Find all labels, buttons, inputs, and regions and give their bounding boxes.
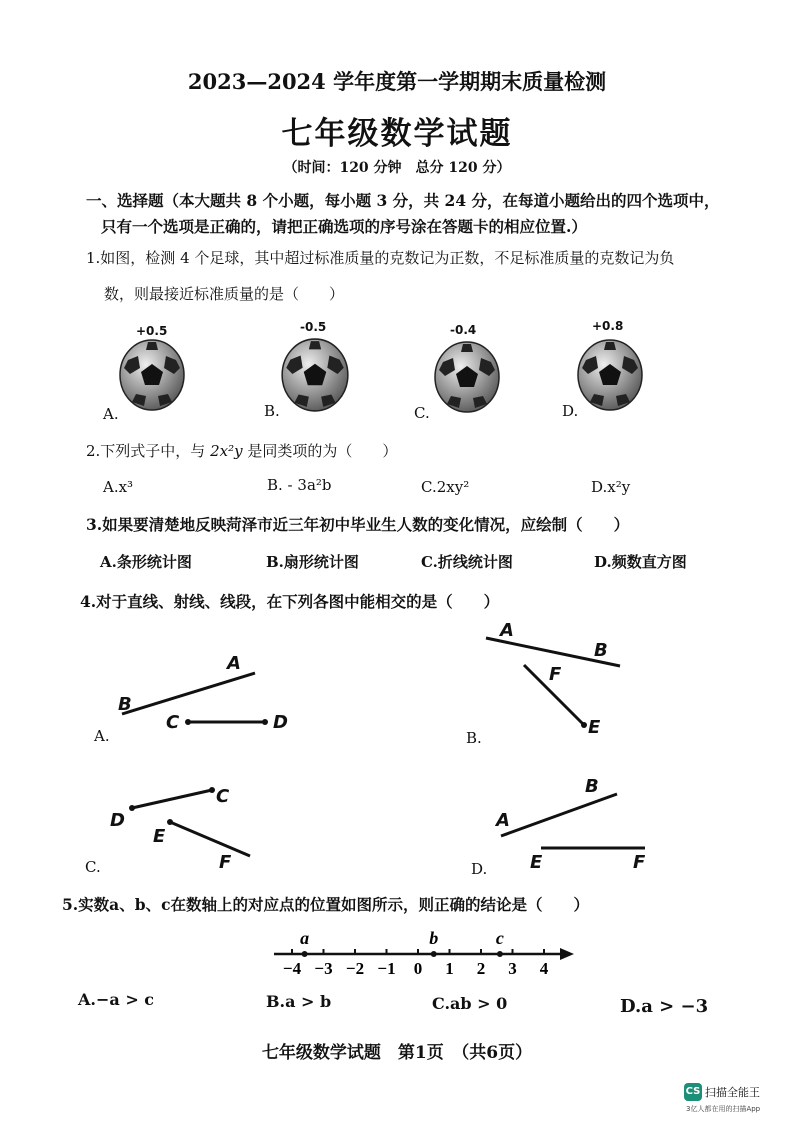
exam-title: 2023—2024 学年度第一学期期末质量检测: [187, 69, 607, 94]
scanner-brand: [684, 1081, 760, 1101]
q3-option-a[interactable]: A.条形统计图: [100, 553, 192, 571]
q4-figure-c: [120, 780, 270, 870]
number-line-point-label-b: b: [429, 928, 439, 948]
number-line-tick-label: −1: [377, 959, 396, 978]
ball-d-value: +0.8: [592, 319, 624, 333]
number-line-tick-label: 1: [445, 959, 454, 978]
number-line: [270, 924, 580, 984]
brand-name: 扫描全能王: [705, 1085, 760, 1099]
fig-d-label-e: E: [530, 852, 543, 873]
number-line-tick-label: 0: [413, 959, 423, 978]
exam-duration-score: （时间：120 分钟 总分 120 分）: [283, 160, 511, 176]
question-2: [86, 440, 397, 461]
question-1-line-2: 数，则最接近标准质量的是（ ）: [104, 285, 345, 303]
question-3: 3.如果要清楚地反映菏泽市近三年初中毕业生人数的变化情况，应绘制（ ）: [86, 515, 630, 534]
question-2-pre: 2.下列式子中，与: [86, 442, 211, 460]
number-line-point-b: [431, 951, 437, 957]
point-d: [129, 805, 135, 811]
fig-b-label-e: E: [588, 717, 601, 738]
q3-option-d[interactable]: D.频数直方图: [594, 553, 687, 571]
q3-option-c[interactable]: C.折线统计图: [421, 553, 513, 571]
section-line-1: 一、选择题（本大题共 8 个小题，每小题 3 分，共 24 分，在每道小题给出的四个选项中，: [86, 191, 720, 210]
number-line-tick-label: −3: [314, 959, 333, 978]
q2-option-d[interactable]: D.x²y: [591, 478, 631, 496]
fig-d-label-f: F: [633, 852, 646, 873]
fig-a-label-b: B: [118, 694, 132, 715]
soccer-ball-c-icon: [432, 340, 502, 414]
number-line-tick-label: −4: [282, 959, 302, 978]
q4-option-c[interactable]: C.: [85, 858, 101, 876]
fig-b-label-f: F: [549, 664, 562, 685]
ball-b-value: -0.5: [300, 320, 327, 334]
fig-b-label-b: B: [594, 640, 608, 661]
number-line-point-c: [497, 951, 503, 957]
question-2-post: 是同类项的为（ ）: [242, 442, 398, 460]
q5-option-c[interactable]: C.ab > 0: [432, 994, 508, 1013]
fig-d-label-a: A: [496, 810, 510, 831]
q5-option-a[interactable]: A.−a > c: [78, 990, 155, 1009]
q3-option-b[interactable]: B.扇形统计图: [266, 553, 359, 571]
fig-a-label-c: C: [166, 712, 180, 733]
ball-a-value: +0.5: [136, 324, 168, 338]
point-d: [262, 719, 268, 725]
section-line-2: 只有一个选项是正确的，请把正确选项的序号涂在答题卡的相应位置.）: [101, 217, 587, 236]
fig-d-label-b: B: [585, 776, 599, 797]
number-line-arrow: [560, 948, 574, 960]
number-line-tick-label: 2: [476, 959, 486, 978]
number-line-point-label-a: a: [300, 928, 310, 948]
fig-a-label-a: A: [227, 653, 241, 674]
q1-option-a[interactable]: A.: [103, 405, 119, 423]
fig-c-label-c: C: [216, 786, 230, 807]
point-c: [185, 719, 191, 725]
question-5: 5.实数a、b、c在数轴上的对应点的位置如图所示，则正确的结论是（ ）: [62, 895, 590, 914]
number-line-tick-label: 3: [508, 959, 517, 978]
fig-c-label-d: D: [110, 810, 125, 831]
fig-a-label-d: D: [273, 712, 288, 733]
q4-option-b[interactable]: B.: [466, 729, 482, 747]
exam-subject-title: 七年级数学试题: [281, 116, 513, 152]
fig-c-label-e: E: [153, 826, 166, 847]
q1-option-c[interactable]: C.: [414, 404, 430, 422]
fig-c-label-f: F: [219, 852, 232, 873]
q4-option-a[interactable]: A.: [94, 727, 110, 745]
q5-option-b[interactable]: B.a > b: [266, 992, 332, 1011]
number-line-point-label-c: c: [495, 928, 504, 948]
point-e: [167, 819, 173, 825]
brand-tagline: 3亿人都在用的扫描App: [686, 1105, 761, 1113]
q4-option-d[interactable]: D.: [471, 860, 488, 878]
number-line-tick-label: −2: [345, 959, 365, 978]
number-line-tick-label: 4: [539, 959, 549, 978]
question-2-expression: 2x²y: [210, 442, 243, 460]
q2-option-c[interactable]: C.2xy²: [421, 478, 470, 496]
number-line-point-a: [302, 951, 308, 957]
page-footer: 七年级数学试题 第1页 （共6页）: [261, 1043, 533, 1063]
ball-c-value: -0.4: [450, 323, 477, 337]
point-c: [209, 787, 215, 793]
q5-option-d[interactable]: D.a > −3: [620, 996, 709, 1017]
section-instructions: [86, 188, 720, 240]
ray-ef: [170, 822, 250, 856]
q1-option-b[interactable]: B.: [264, 402, 280, 420]
ray-ab: [501, 794, 617, 836]
segment-dc: [132, 790, 212, 808]
soccer-ball-d-icon: [576, 337, 644, 413]
q2-option-a[interactable]: A.x³: [103, 478, 134, 496]
question-1-line-1: 1.如图，检测 4 个足球，其中超过标准质量的克数记为正数，不足标准质量的克数记为负: [86, 249, 675, 267]
q4-figure-d: [495, 790, 655, 860]
soccer-ball-a-icon: [118, 338, 186, 412]
fig-b-label-a: A: [500, 620, 514, 641]
question-4: 4.对于直线、射线、线段，在下列各图中能相交的是（ ）: [80, 592, 500, 611]
point-e: [581, 722, 587, 728]
soccer-ball-b-icon: [280, 337, 350, 413]
q1-option-d[interactable]: D.: [562, 402, 579, 420]
camscanner-logo-icon: CS: [684, 1083, 702, 1101]
q2-option-b[interactable]: B. - 3a²b: [267, 476, 332, 494]
line-ba: [122, 673, 255, 714]
